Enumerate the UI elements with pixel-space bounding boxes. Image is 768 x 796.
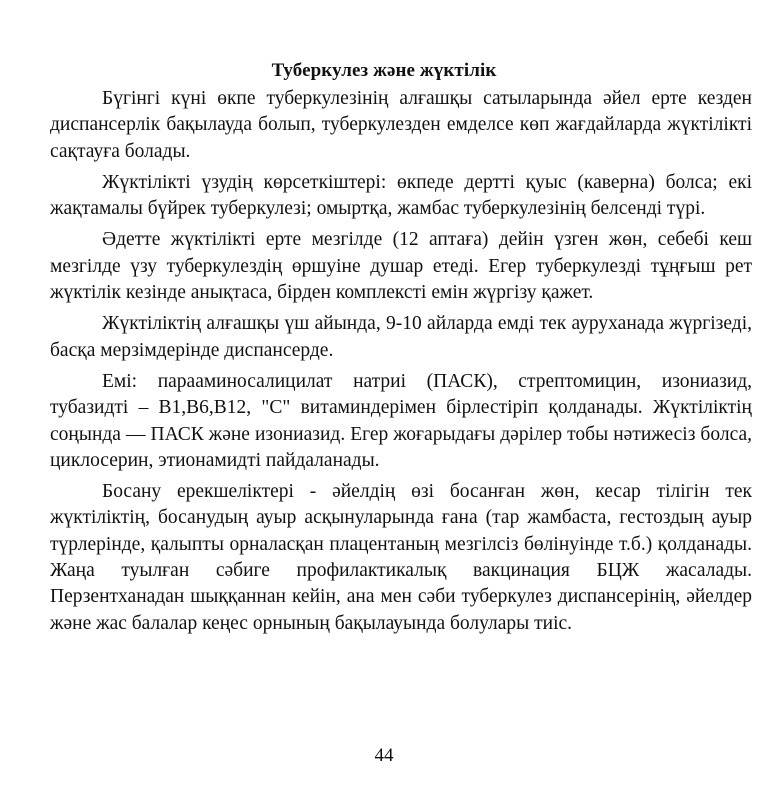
paragraph-treatment-location: Жүктіліктің алғашқы үш айында, 9-10 айларда емді тек ауруханада жүргізеді, басқа мерзімдерінде диспансерде. <box>50 313 752 361</box>
paragraph-termination-indications: Жүктілікті үзудің көрсеткіштері: өкпеде дертті қуыс (каверна) болса; екі жақтамалы бүйрек туберкулезі; омыртқа, жамбас туберкулезінің белсенді түрі. <box>50 171 752 220</box>
paragraph-delivery-features: Босану ерекшеліктері - әйелдің өзі босанған жөн, кесар тілігін тек жүктіліктің, босанудың ауыр асқынуларында ғана (тар жамбаста, гестоздың ауыр түрлерінде, қалыпты орналасқан плацентаның мезгілсіз бөлінуінде т.б.) қолданады. Жаңа туылған сәбиге профилактикалық вакцинация БЦЖ жасалады. Перзентханадан шыққаннан кейін, ана мен сәби туберкулез диспансерінің, әйелдер және жас балалар кеңес орнының бақылауында болулары тиіс. <box>50 481 752 634</box>
document-body <box>50 86 752 642</box>
paragraph-termination-timing: Әдетте жүктілікті ерте мезгілде (12 аптаға) дейін үзген жөн, себебі кеш мезгілде үзу туберкулездің өршуіне душар етеді. Егер туберкулезді тұңғыш рет жүктілік кезінде анықтаса, бірден комплексті емін жүргізу қажет. <box>50 229 752 304</box>
page-number: 44 <box>374 745 394 766</box>
page-title: Туберкулез және жүктілік <box>271 60 497 81</box>
paragraph-early-observation: Бүгінгі күні өкпе туберкулезінің алғашқы сатыларында әйел ерте кезден диспансерлік бақылауда болып, туберкулезден емделсе көп жағдайларда жүктілікті сақтауға болады. <box>50 88 752 162</box>
paragraph-medication: Емі: парааминосалицилат натриі (ПАСК), стрептомицин, изониазид, тубазидті – В1,В6,В12, "С" витаминдерімен бірлестіріп қолданады. Жүктіліктің соңында — ПАСК және изониазид. Егер жоғарыдағы дәрілер тобы нәтижесіз болса, циклосерин, этионамидті пайдаланады. <box>50 370 752 471</box>
